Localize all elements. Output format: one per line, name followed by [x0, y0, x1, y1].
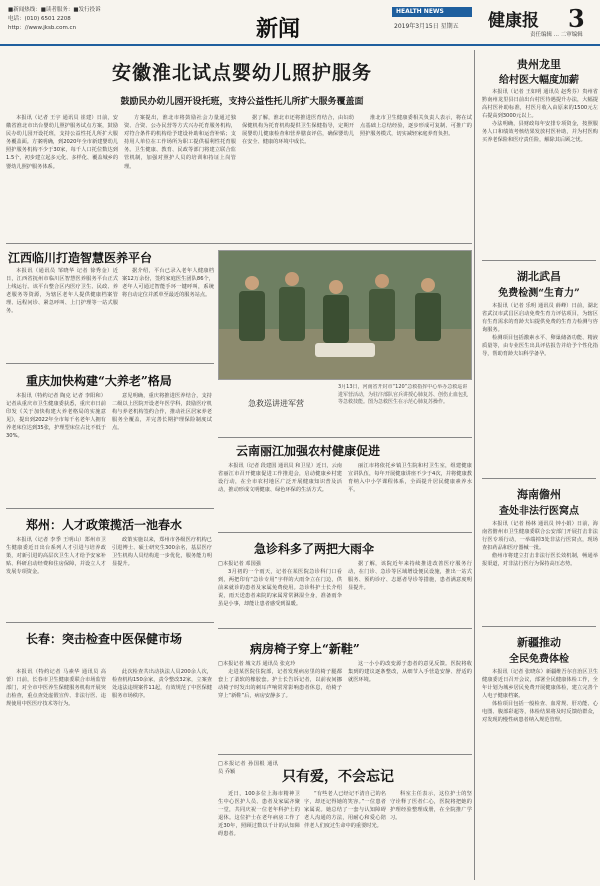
- photo-caption: 3月13日，河南省开封市“120”急救指挥中心举办急救巡讲进军营活动，为驻汴部队官兵讲授心肺复苏、创伤止血包扎等急救技能。图为急救医生在示范心肺复苏操作。: [338, 384, 469, 405]
- story-headline-bingfang: 病房椅子穿上“新鞋”: [250, 642, 360, 656]
- story-body-wenqing-col2: [304, 790, 386, 882]
- divider: [218, 628, 472, 629]
- sidebar-paragraph: 体检项目包括一般检查、血常规、肝功能、心电图、腹部彩超等，体检结果将及时反馈给群众，对发现的慢性病患者纳入规范管理。: [482, 701, 598, 723]
- sidebar-paragraph: 本报讯（记者 杨林 通讯员 钟小娟）日前，海南省儋州市卫生健康委联合公安部门开展打击非法行医专项行动，一举端掉3处非法行医窝点，现场查扣药品和医疗器械一批。: [482, 521, 598, 551]
- story-headline-yunnan: 云南丽江加强农村健康促进: [236, 444, 381, 458]
- story-body-yunnan-col1: [218, 462, 342, 528]
- divider: [482, 260, 596, 261]
- masthead-contact-line: 电话：(010) 6501 2208: [8, 16, 71, 22]
- story-paragraph: 这一小小的改变源于患者的意见反馈。医院将收集到的建议逐条整改，从细节入手营造安静、舒适的就医环境。: [348, 661, 472, 684]
- sidebar-subhead-hainan: 查处非法行医窝点: [499, 506, 579, 517]
- divider: [482, 626, 596, 627]
- photo-illustration: [219, 251, 472, 380]
- divider: [218, 532, 472, 533]
- story-paragraph: 丽江市将依托乡镇卫生院和村卫生室，组建健康宣讲队伍，每年开展健康讲座不少于4次，并将健康教育纳入中小学课程体系，全面提升居民健康素养水平。: [348, 463, 472, 494]
- story-paragraph: 本报讯（通讯员 邹晓华 记者 徐秀金）近日，江西省抚州市临川区智慧医养服务平台正式上线运行。该平台整合区内医疗卫生、民政、养老服务等资源，为辖区老年人提供健康档案管理、远程问诊、紧急呼叫、上门护理等一站式服务。: [6, 268, 118, 315]
- lead-paragraph: 本报讯（记者 王宇 通讯员 崔建）日前，安徽省淮北市出台婴幼儿照护服务试点方案，鼓励民办幼儿园开设托班，支持公益性托儿所扩大服务覆盖面。方案明确，到2020年全市新建婴幼儿照护服务机构不少于30家，每千人口托位数达到1.5个，初步建立起多元化、多样化、覆盖城乡的婴幼儿照护服务体系。: [6, 115, 118, 170]
- news-photo: [218, 250, 472, 380]
- story-body-jiangxi-col1: [6, 267, 118, 359]
- divider: [6, 363, 214, 364]
- story-paragraph: 科室主任表示，这位护士的坚守诠释了医者仁心，医院将把她的护理经验整理成册，在全院推广学习。: [390, 791, 472, 822]
- photo-label: 急救巡讲进军营: [248, 399, 304, 408]
- newspaper-logo: 健康报: [488, 11, 539, 31]
- lead-body-col3: [242, 114, 354, 240]
- story-headline-jizhen: 急诊科多了两把大雨伞: [254, 542, 375, 556]
- divider: [218, 437, 472, 438]
- story-paragraph: 走进某医院住院部，记者发现病房里的椅子腿都套上了柔软的橡胶套。护士长告诉记者，以前夜间挪动椅子时发出的刺耳声响常常影响患者休息，给椅子穿上“新鞋”后，病房安静多了。: [218, 669, 342, 700]
- sidebar-body-hainan: [482, 520, 598, 622]
- divider: [6, 243, 472, 244]
- story-byline: □本报记者 邓国强: [218, 561, 261, 567]
- divider: [218, 754, 472, 755]
- story-paragraph: 政策实施以来，郑州市各级医疗机构已引进博士、硕士研究生300余名，基层医疗卫生机构人员结构进一步优化，服务能力明显提升。: [112, 537, 212, 568]
- sidebar-body-guizhou: [482, 88, 598, 256]
- health-news-badge: HEALTH NEWS: [392, 7, 472, 17]
- masthead-contact-line: http：//www.jksb.com.cn: [8, 25, 77, 31]
- story-paragraph: 此次检查共出动执法人员200余人次，检查机构150余家，责令整改32家，立案查处违法违规案件11起，有效规范了中医保健服务市场秩序。: [112, 669, 212, 700]
- story-paragraph: 本报讯（记者 李季 王明山）郑州市卫生健康委近日出台系列人才引进与培养政策，对新引进的高层次卫生人才给予安家补贴、科研启动经费和住房保障，并设立人才发展专项资金。: [6, 537, 106, 576]
- story-body-jizhen-col2: [348, 560, 472, 624]
- section-title: 新闻: [256, 16, 301, 42]
- divider: [482, 478, 596, 479]
- sidebar-headline-xinjiang: 新疆推动: [517, 636, 561, 649]
- divider: [6, 622, 214, 623]
- lead-body-col4: [360, 114, 472, 240]
- lead-paragraph: 据了解，淮北市还将推进医育结合，由妇幼保健机构为托育机构提供卫生保健指导，定期开展婴幼儿健康检查和营养膳食评估，确保婴幼儿在安全、健康的环境中成长。: [242, 115, 354, 146]
- story-headline-jiangxi: 江西临川打造智慧医养平台: [8, 251, 153, 265]
- sidebar-paragraph: 本报讯（记者 乐明 通讯员 薛峰）日前，湖北省武汉市武昌区启动免费生育力评估项目，为辖区有生育需求的育龄夫妇提供免费的生育力检测与咨询服务。: [482, 303, 598, 333]
- sidebar-briefs: [478, 46, 600, 886]
- sidebar-headline-hubei: 湖北武昌: [517, 270, 561, 283]
- sidebar-body-xinjiang: [482, 668, 598, 878]
- story-body-bingfang-col1: [218, 660, 342, 752]
- story-paragraph: “有些老人已经记不清自己的名字，却还记得她的笑容。”一位患者家属说。她总结了一套与认知障碍老人沟通的方法，用耐心和爱心陪伴老人们度过生命中的重要时光。: [304, 791, 386, 830]
- masthead-contact-line: ■新闻热线：■读者服务：■发行投诉: [8, 7, 101, 13]
- story-body-jizhen-col1: [218, 560, 342, 624]
- lead-headline: 安徽淮北试点婴幼儿照护服务: [111, 62, 372, 84]
- story-paragraph: 据介绍，平台已录入老年人健康档案12万余份，签约家庭医生团队86个，老年人可通过智能手环一键呼叫，系统将自动定位并派单至最近的服务站点。: [122, 268, 214, 299]
- page-editor-info: 责任编辑 ... 二审编辑: [530, 32, 583, 38]
- story-body-zhengzhou-col1: [6, 536, 106, 618]
- story-body-chongqing-col2: [112, 392, 212, 504]
- sidebar-subhead-xinjiang: 全民免费体检: [509, 654, 569, 665]
- page-number: 3: [568, 4, 585, 33]
- story-body-zhengzhou-col2: [112, 536, 212, 618]
- story-paragraph: 近日，100多位上海市精神卫生中心医护人员、患者及家属齐聚一堂，共同庆祝一位老年科护士的退休。这位护士在老年病房工作了近30年，照顾过数以千计的认知障碍患者。: [218, 791, 300, 838]
- lead-body-col2: [124, 114, 236, 240]
- story-body-wenqing-col1: [218, 790, 300, 882]
- story-byline: □本报记者 城文苏 通讯员 张克玲: [218, 661, 296, 667]
- story-body-yunnan-col2: [348, 462, 472, 528]
- sidebar-paragraph: 儋州市将建立打击非法行医长效机制，畅通举报渠道，对非法行医行为保持高压态势。: [482, 553, 598, 567]
- story-body-chongqing-col1: [6, 392, 106, 504]
- sidebar-headline-guizhou: 贵州龙里: [517, 58, 561, 71]
- story-body-changchun-col1: [6, 668, 106, 880]
- story-headline-chongqing: 重庆加快构建“大养老”格局: [26, 374, 172, 388]
- sidebar-paragraph: 本报讯（记者 王如明 通讯员 赵秀芬）贵州省黔南州龙里县日前出台村医待遇提升办法，大幅提高村医补助标准，村医月收入由原来的1500元左右提高到3000元以上。: [482, 89, 598, 119]
- story-body-jiangxi-col2: [122, 267, 214, 359]
- story-paragraph: 3月初的一个雨天，记者在某医院急诊科门口看到，两把印有“急诊专用”字样的大雨伞立在门边，供前来就诊的患者及家属免费使用。急诊科护士长介绍说，雨天送患者来院的家属常常淋湿全身，准备雨伞虽是小事，却能让患者感受到温暖。: [218, 569, 342, 608]
- masthead: [0, 0, 600, 46]
- issue-date: 2019年3月15日 星期五: [394, 23, 459, 30]
- masthead-right: [392, 6, 600, 42]
- lead-subhead: 鼓励民办幼儿园开设托班，支持公益性托儿所扩大服务覆盖面: [120, 97, 364, 107]
- story-headline-zhengzhou: 郑州：人才政策揽活一池春水: [26, 518, 183, 532]
- story-headline-changchun: 长春：突击检查中医保健市场: [26, 632, 183, 646]
- story-body-wenqing-col3: [390, 790, 472, 882]
- sidebar-paragraph: 检测项目包括激素水平、卵巢储备功能、精液质量等，由专业医生出具评估报告并给予个性化指导，帮助育龄夫妇科学备孕。: [482, 335, 598, 357]
- sidebar-paragraph: 本报讯（记者 张晓东）新疆维吾尔自治区卫生健康委近日召开会议，部署全民健康体检工作，全年计划为城乡居民免费开展健康体检，建立完善个人电子健康档案。: [482, 669, 598, 699]
- lead-body-col1: [6, 114, 118, 240]
- story-paragraph: 本报讯（特约记者 马素华 通讯员 高蕾）日前，长春市卫生健康委联合市场监管部门，对全市中医养生保健服务机构开展突击检查，重点查处虚假宣传、非法行医、违规使用中医医疗技术等行为。: [6, 669, 106, 708]
- column-divider: [474, 50, 475, 880]
- story-body-bingfang-col2: [348, 660, 472, 752]
- story-paragraph: 本报讯（记者 段建国 通讯员 和卫星）近日，云南省丽江市召开健康促进工作推进会，启动健康乡村建设行动，在全市农村地区广泛开展健康知识普及活动，推动形成文明健康、绿色环保的生活方式。: [218, 463, 342, 494]
- story-body-changchun-col2: [112, 668, 212, 880]
- story-paragraph: 本报讯（特约记者 陶克 记者 李阳和）记者从重庆市卫生健康委获悉，重庆市日前印发《关于加快构建大养老格局的实施意见》，提出到2022年全市每千名老年人拥有养老床位达到35张，护理型床位占比不低于30%。: [6, 393, 106, 440]
- lead-paragraph: 方案提出，淮北市将鼓励社会力量通过独资、合资、公办民营等方式兴办托育服务机构，对符合条件的机构给予建设补助和运营补贴；支持用人单位在工作场所为职工提供福利性托育服务。卫生健康、教育、民政等部门将建立联合监管机制，加强对照护人员的培训和持证上岗管理。: [124, 115, 236, 170]
- sidebar-paragraph: 办法明确，县财政每年安排专项资金，按照服务人口和绩效考核结果发放村医补助，并为村医购买养老保险和医疗责任险，解除其后顾之忧。: [482, 121, 598, 143]
- story-headline-wenqing: 只有爱，不会忘记: [282, 769, 394, 785]
- masthead-contact: [8, 6, 153, 33]
- lead-paragraph: 淮北市卫生健康委相关负责人表示，将在试点基础上总结经验，逐步形成可复制、可推广的照护服务模式，切实减轻家庭养育负担。: [360, 115, 472, 138]
- divider: [6, 508, 214, 509]
- story-byline-wenqing: □本报记者 孙国根 通讯员 乔颖: [218, 761, 278, 776]
- sidebar-subhead-hubei: 免费检测“生育力”: [498, 288, 580, 299]
- story-paragraph: 据了解，该院近年来持续推进改善医疗服务行动，在门诊、急诊等区域增设便民设施，推出一站式服务、预约诊疗、志愿者导诊等措施，患者满意度明显提升。: [348, 561, 472, 592]
- sidebar-subhead-guizhou: 给村医大幅度加薪: [499, 75, 579, 86]
- sidebar-headline-hainan: 海南儋州: [517, 488, 561, 501]
- story-paragraph: 意见明确，重庆将推进医养结合，支持二级以上医院开设老年医学科，鼓励医疗机构与养老机构签约合作，推动社区居家养老服务全覆盖，并完善长期护理保险制度试点。: [112, 393, 212, 432]
- sidebar-body-hubei: [482, 302, 598, 470]
